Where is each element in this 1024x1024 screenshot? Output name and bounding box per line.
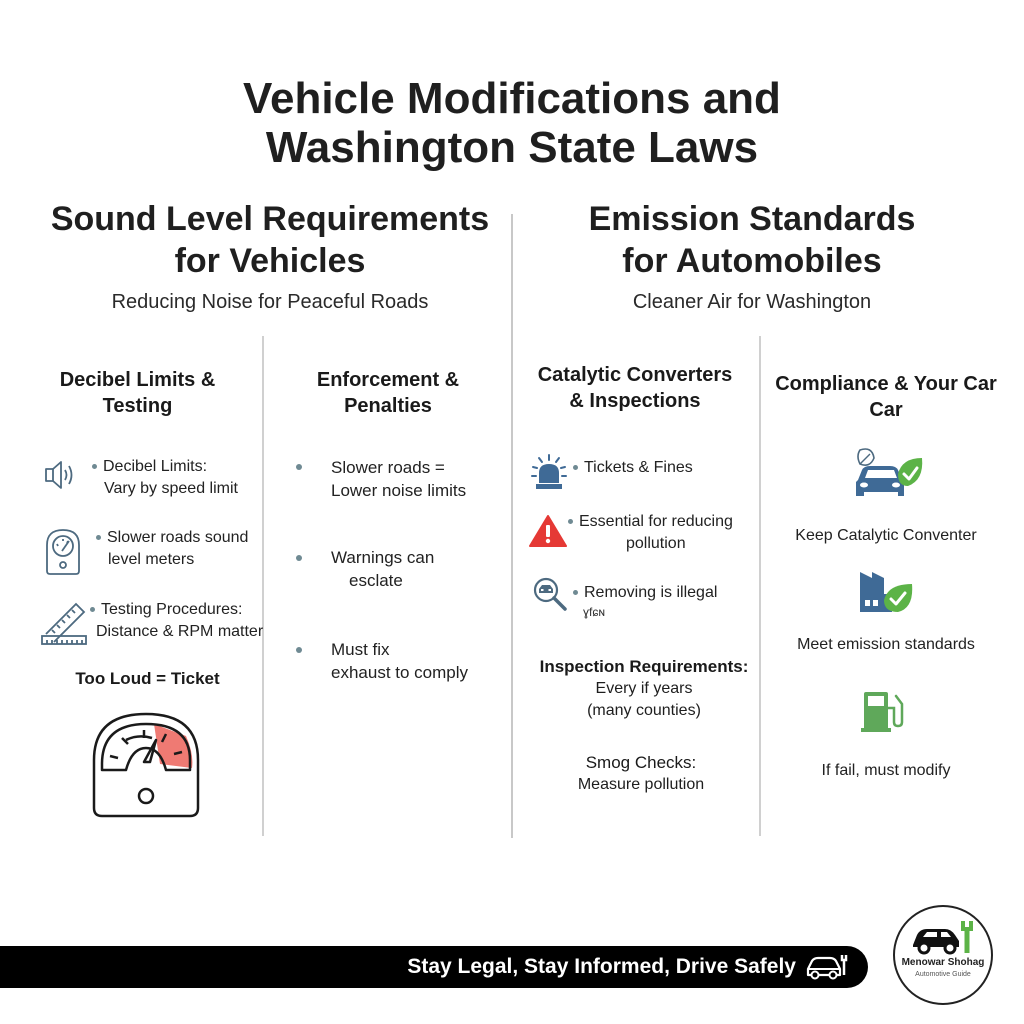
car-wrench-icon [804, 953, 850, 986]
enforcement-column-title [268, 367, 508, 419]
item-line2: esclate [349, 571, 403, 590]
warning-icon [529, 514, 567, 548]
smog-checks [516, 752, 766, 796]
bullet-icon [92, 464, 97, 469]
item-line1: Removing is illegal [584, 584, 718, 601]
item-line2: exhaust to comply [331, 663, 469, 682]
ruler-icon [40, 600, 90, 646]
item-line2: pollution [626, 535, 686, 552]
compliance-title-line1: Compliance & Your Car [775, 373, 997, 395]
bullet-icon [296, 555, 302, 561]
section-divider [511, 214, 513, 838]
inspection-line1: Every if years [595, 680, 693, 697]
enforcement-title-line2: Penalties [344, 395, 432, 417]
item-line2: ɣfɕɴ [583, 605, 605, 619]
catalytic-item-2 [568, 511, 733, 555]
decibel-item-2 [96, 527, 248, 571]
emission-section-title [492, 198, 1012, 282]
bullet-icon [296, 647, 302, 653]
item-line1: Tickets & Fines [584, 459, 693, 476]
bullet-icon [573, 465, 578, 470]
emission-section-subtitle: Cleaner Air for Washington [632, 291, 872, 313]
item-line2: Distance & RPM matter [96, 623, 264, 640]
compliance-item-1: Keep Catalytic Conventer [795, 527, 977, 544]
logo-name: Menowar Shohag [901, 957, 985, 968]
sound-meter-icon [44, 527, 82, 577]
catalytic-title-line1: Catalytic Converters [537, 364, 733, 386]
catalytic-column-title [516, 362, 754, 414]
inspection-requirements [516, 656, 772, 722]
too-loud-callout: Too Loud = Ticket [75, 669, 220, 688]
footer-banner [0, 946, 868, 988]
eco-car-check-icon [850, 446, 926, 502]
enforcement-item-3 [331, 638, 468, 684]
emission-title-line1: Emission Standards [588, 200, 916, 238]
item-line2: level meters [108, 551, 195, 568]
compliance-item-2: Meet emission standards [797, 636, 975, 653]
bullet-icon [573, 590, 578, 595]
enforcement-title-line1: Enforcement & [316, 369, 460, 391]
bullet-icon [90, 607, 95, 612]
logo-subtitle: Automotive Guide [915, 971, 971, 978]
item-line1: Slower roads sound [107, 529, 249, 546]
decibel-column-title [20, 367, 255, 419]
footer-slogan: Stay Legal, Stay Informed, Drive Safely [407, 955, 796, 978]
bullet-icon [568, 519, 573, 524]
sound-section-subtitle: Reducing Noise for Peaceful Roads [111, 291, 429, 313]
smog-heading: Smog Checks: [585, 753, 697, 772]
sound-title-line1: Sound Level Requirements [50, 200, 490, 238]
decibel-item-3 [90, 599, 263, 643]
item-line1: Warnings can [331, 548, 435, 567]
bullet-icon [296, 464, 302, 470]
main-title-line2: Washington State Laws [265, 123, 759, 172]
police-siren-icon [529, 453, 569, 491]
sound-section-title [10, 198, 530, 282]
inspection-heading: Inspection Requirements: [539, 657, 749, 676]
brand-logo [893, 905, 993, 1005]
enforcement-item-1 [331, 456, 466, 502]
item-line1: Decibel Limits: [103, 458, 208, 475]
car-search-icon [531, 575, 569, 613]
emission-title-line2: for Automobiles [622, 242, 882, 280]
car-wrench-logo-icon [911, 919, 977, 955]
enforcement-item-2 [331, 546, 434, 592]
sound-title-line2: for Vehicles [174, 242, 366, 280]
item-line1: Slower roads = [331, 458, 445, 477]
fuel-pump-icon [860, 690, 906, 734]
compliance-column-title [764, 371, 1008, 423]
item-line1: Essential for reducing [579, 513, 733, 530]
smog-line1: Measure pollution [577, 776, 705, 793]
decibel-gauge-icon [90, 710, 202, 820]
decibel-title-line1: Decibel Limits & [59, 369, 216, 391]
bullet-icon [96, 535, 101, 540]
catalytic-item-1 [573, 457, 693, 479]
catalytic-item-3 [573, 582, 717, 620]
main-title-line1: Vehicle Modifications and [243, 74, 781, 123]
catalytic-title-line2: & Inspections [569, 390, 701, 412]
factory-check-icon [858, 568, 916, 616]
decibel-item-1 [92, 456, 238, 500]
column-divider-left [262, 336, 264, 836]
decibel-title-line2: Testing [102, 395, 173, 417]
item-line2: Vary by speed limit [104, 480, 238, 497]
inspection-line2: (many counties) [587, 702, 701, 719]
item-line1: Testing Procedures: [101, 601, 243, 618]
item-line2: Lower noise limits [331, 481, 467, 500]
compliance-item-3: If fail, must modify [821, 762, 951, 779]
item-line1: Must fix [331, 640, 390, 659]
main-title [0, 74, 1024, 172]
compliance-title-line2: Car [869, 399, 903, 421]
speaker-icon [44, 458, 80, 492]
